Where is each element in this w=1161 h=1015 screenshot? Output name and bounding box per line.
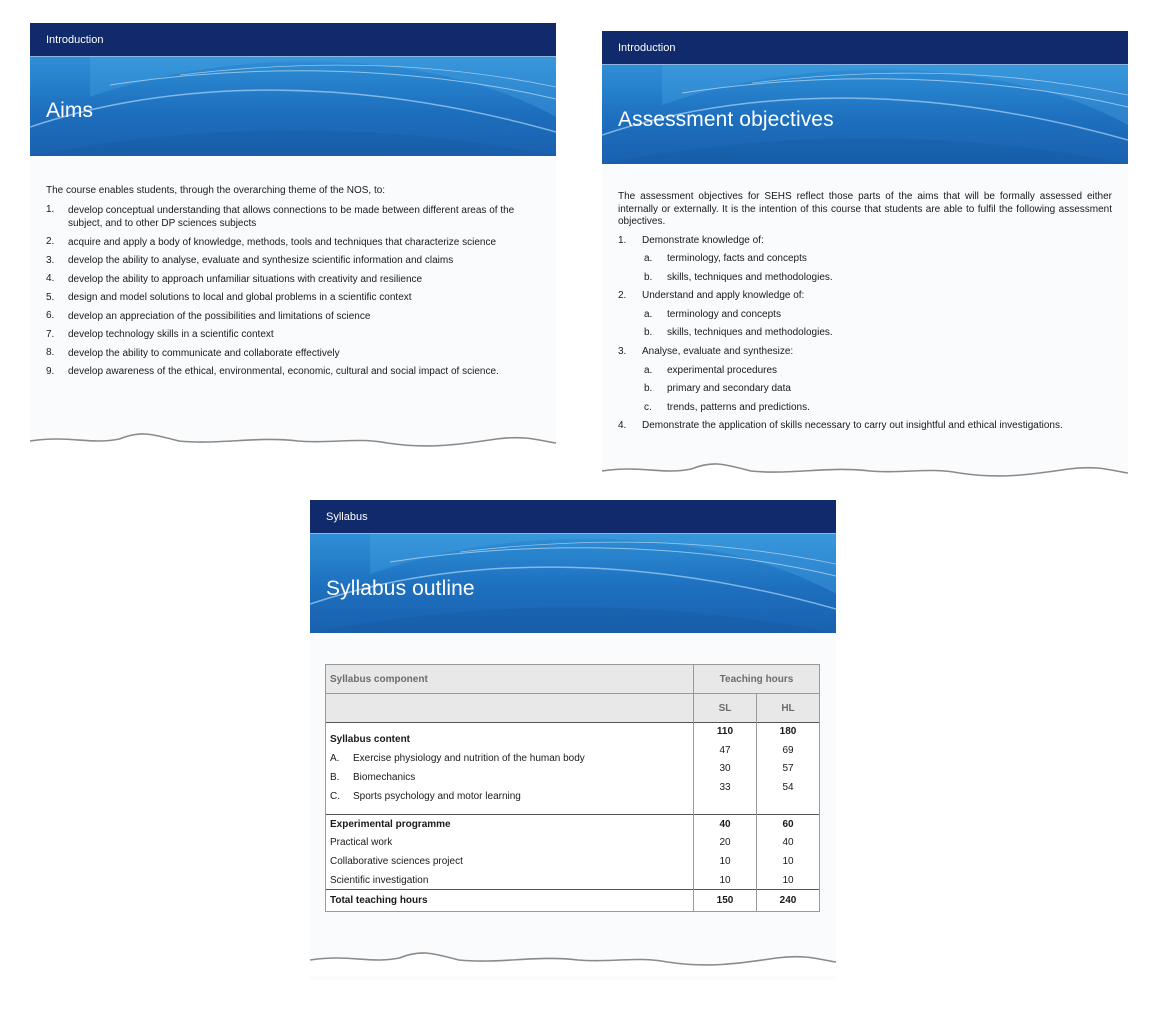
table-row — [326, 815, 820, 834]
table-row — [326, 852, 820, 871]
hours-value: 30 — [719, 763, 731, 775]
section-header: Introduction — [30, 23, 556, 57]
sub-text: trends, patterns and predictions. — [667, 401, 810, 413]
item-text: Demonstrate the application of skills necessary to carry out insightful and ethical investigations. — [642, 420, 1063, 432]
item-number: 2. — [618, 290, 627, 302]
column-header: Syllabus component — [326, 665, 694, 694]
item-text: Analyse, evaluate and synthesize: — [642, 346, 794, 358]
list-item — [46, 289, 556, 308]
assessment-body — [618, 191, 1112, 436]
title-banner — [602, 65, 1128, 164]
item-number: 2. — [46, 236, 55, 248]
item-number: 6. — [46, 310, 55, 322]
sub-text: skills, techniques and methodologies. — [667, 327, 833, 339]
hours-value: 10 — [694, 852, 757, 871]
assessment-intro: The assessment objectives for SEHS reflect those parts of the aims that will be formally assessed either internally or externally. It is the intention of this course that students are able to fulfil the following assessment objectives. — [618, 191, 1112, 227]
hours-value: 33 — [719, 781, 731, 793]
sub-item — [644, 269, 1112, 288]
sub-letter: a. — [644, 253, 653, 265]
item-text: design and model solutions to local and global problems in a scientific context — [68, 292, 412, 304]
column-header-sl: SL — [694, 694, 757, 723]
sub-letter: c. — [644, 401, 652, 413]
row-label: Practical work — [326, 834, 694, 853]
sub-text: terminology, facts and concepts — [667, 253, 807, 265]
section-header: Introduction — [602, 31, 1128, 65]
item-number: 1. — [618, 234, 627, 246]
row-label: Scientific investigation — [326, 871, 694, 890]
sub-item — [644, 324, 1112, 343]
hours-value: 57 — [782, 763, 794, 775]
title-banner — [310, 534, 836, 633]
item-number: 4. — [46, 273, 55, 285]
table-row — [326, 834, 820, 853]
list-item — [46, 344, 556, 363]
sub-text: skills, techniques and methodologies. — [667, 271, 833, 283]
sub-letter: b. — [644, 327, 653, 339]
sub-text: terminology and concepts — [667, 308, 781, 320]
item-number: 1. — [46, 204, 55, 216]
sub-letter: a. — [644, 308, 653, 320]
item-number: 3. — [46, 254, 55, 266]
hours-value: 240 — [757, 890, 820, 912]
list-item — [46, 201, 556, 233]
objective-item — [618, 417, 1112, 436]
page-title: Assessment objectives — [618, 108, 834, 131]
hours-value: 10 — [757, 871, 820, 890]
sub-item — [644, 362, 1112, 381]
aims-page — [30, 23, 556, 453]
item-text: Understand and apply knowledge of: — [642, 290, 805, 302]
list-item — [46, 363, 556, 382]
item-number: 9. — [46, 365, 55, 377]
syllabus-page — [310, 500, 836, 980]
item-text: Sports psychology and motor learning — [353, 791, 521, 802]
sub-letter: b. — [644, 383, 653, 395]
sub-item — [644, 250, 1112, 269]
assessment-page — [602, 31, 1128, 486]
sub-text: experimental procedures — [667, 364, 778, 376]
item-text: develop technology skills in a scientific context — [68, 329, 274, 341]
row-label: Collaborative sciences project — [326, 852, 694, 871]
page-title: Aims — [46, 99, 94, 122]
list-item — [330, 749, 689, 768]
list-item — [330, 787, 689, 806]
item-number: 3. — [618, 346, 627, 358]
sub-list — [618, 362, 1112, 418]
item-text: develop an appreciation of the possibilities and limitations of science — [68, 310, 371, 322]
objective-item — [618, 232, 1112, 251]
item-number: 7. — [46, 328, 55, 340]
hours-value: 54 — [782, 781, 794, 793]
page-title: Syllabus outline — [326, 577, 475, 600]
row-label: Experimental programme — [326, 815, 694, 834]
table-cell — [694, 723, 757, 815]
hours-value: 60 — [757, 815, 820, 834]
torn-edge — [310, 946, 836, 976]
hours-value: 150 — [694, 890, 757, 912]
hours-value: 69 — [782, 744, 794, 756]
sub-list — [618, 250, 1112, 287]
item-letter: A. — [330, 753, 340, 764]
row-label: Syllabus content — [330, 734, 411, 745]
row-label: Total teaching hours — [326, 890, 694, 912]
list-item — [46, 307, 556, 326]
aims-body — [30, 23, 556, 381]
item-text: Exercise physiology and nutrition of the human body — [353, 753, 585, 764]
syllabus-table — [325, 664, 820, 912]
item-number: 5. — [46, 291, 55, 303]
hours-value: 10 — [694, 871, 757, 890]
objective-item — [618, 287, 1112, 306]
item-text: develop the ability to analyse, evaluate and synthesize scientific information and claims — [68, 255, 454, 267]
hours-value: 47 — [719, 744, 731, 756]
hours-value: 110 — [716, 726, 734, 737]
column-header: Teaching hours — [694, 665, 820, 694]
hours-value: 40 — [694, 815, 757, 834]
list-item — [46, 326, 556, 345]
list-item — [46, 270, 556, 289]
hours-value: 40 — [757, 834, 820, 853]
aims-intro: The course enables students, through the overarching theme of the NOS, to: — [46, 185, 386, 196]
section-header: Syllabus — [310, 500, 836, 534]
item-text: Biomechanics — [353, 772, 416, 783]
table-row — [326, 871, 820, 890]
sub-item — [644, 380, 1112, 399]
sub-text: primary and secondary data — [667, 383, 791, 395]
table-row-total — [326, 890, 820, 912]
hours-value: 10 — [757, 852, 820, 871]
list-item — [330, 768, 689, 787]
sub-item — [644, 399, 1112, 418]
objective-item — [618, 343, 1112, 362]
item-letter: B. — [330, 772, 340, 783]
table-cell — [326, 723, 694, 815]
hours-value: 180 — [779, 726, 797, 737]
list-item — [46, 233, 556, 252]
aims-list — [46, 201, 556, 381]
column-header-blank — [326, 694, 694, 723]
torn-edge — [602, 457, 1128, 487]
sub-list — [618, 306, 1112, 343]
item-number: 4. — [618, 420, 627, 432]
item-text: develop awareness of the ethical, environmental, economic, cultural and social impact of science. — [68, 366, 499, 378]
list-item — [46, 252, 556, 271]
item-text: develop the ability to approach unfamiliar situations with creativity and resilience — [68, 273, 423, 285]
sub-item — [644, 306, 1112, 325]
item-text: develop conceptual understanding that allows connections to be made between different areas of the subject, and to other DP sciences subjects — [68, 204, 515, 230]
sub-letter: b. — [644, 271, 653, 283]
item-letter: C. — [330, 791, 340, 802]
sub-letter: a. — [644, 364, 653, 376]
column-header-hl: HL — [757, 694, 820, 723]
item-text: develop the ability to communicate and collaborate effectively — [68, 347, 340, 359]
torn-edge — [30, 427, 556, 457]
hours-value: 20 — [694, 834, 757, 853]
item-text: acquire and apply a body of knowledge, methods, tools and techniques that characterize science — [68, 236, 497, 248]
item-number: 8. — [46, 347, 55, 359]
item-text: Demonstrate knowledge of: — [642, 234, 764, 246]
table-cell — [757, 723, 820, 815]
